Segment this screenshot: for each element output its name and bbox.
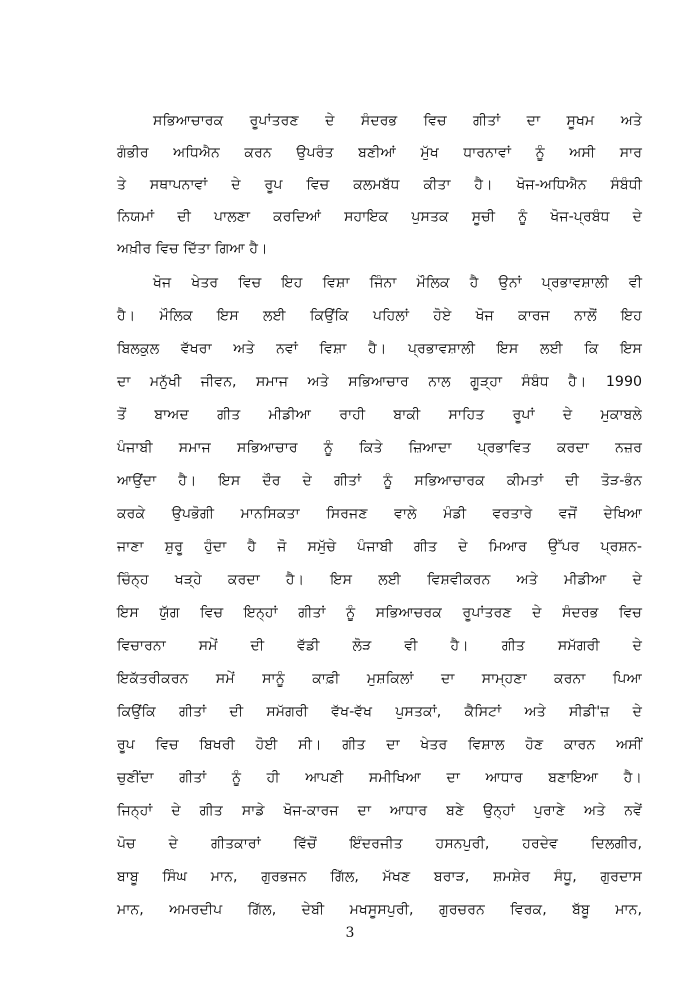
- paragraph-1-line-4: ਨਿਯਮਾਂ ਦੀ ਪਾਲਣਾ ਕਰਦਿਆਂ ਸਹਾਇਕ ਪੁਸਤਕ ਸੂਚੀ ਨੂੰ ਖੋਜ-ਪ੍ਰਬੰਧ ਦੇ: [117, 209, 642, 225]
- paragraph-2-line-13: ਇਕੱਤਰੀਕਰਨ ਸਮੇਂ ਸਾਨੂੰ ਕਾਫ਼ੀ ਮੁਸ਼ਕਿਲਾਂ ਦਾ ਸਾਮ੍ਹਣਾ ਕਰਨਾ ਪਿਆ: [117, 671, 642, 687]
- page-number: 3: [345, 925, 355, 941]
- paragraph-2-line-10: ਚਿੰਨ੍ਹ ਖੜ੍ਹੇ ਕਰਦਾ ਹੈ। ਇਸ ਲਈ ਵਿਸ਼ਵੀਕਰਨ ਅਤੇ ਮੀਡੀਆ ਦੇ: [117, 572, 642, 588]
- paragraph-2-line-11: ਇਸ ਯੁੱਗ ਵਿਚ ਇਨ੍ਹਾਂ ਗੀਤਾਂ ਨੂੰ ਸਭਿਆਚਰਕ ਰੂਪਾਂਤਰਣ ਦੇ ਸੰਦਰਭ ਵਿਚ: [117, 605, 642, 621]
- paragraph-2-line-14: ਕਿਉਂਕਿ ਗੀਤਾਂ ਦੀ ਸਮੱਗਰੀ ਵੱਖ-ਵੱਖ ਪੁਸਤਕਾਂ, ਕੈਸਿਟਾਂ ਅਤੇ ਸੀਡੀ'ਜ਼ ਦੇ: [117, 704, 642, 720]
- paragraph-2-line-8: ਕਰਕੇ ਉਪਭੋਗੀ ਮਾਨਸਿਕਤਾ ਸਿਰਜਣ ਵਾਲੇ ਮੰਡੀ ਵਰਤਾਰੇ ਵਜੋਂ ਦੇਖਿਆ: [117, 506, 642, 522]
- paragraph-1-line-2: ਗੰਭੀਰ ਅਧਿਐਨ ਕਰਨ ਉਪਰੰਤ ਬਣੀਆਂ ਮੁੱਖ ਧਾਰਨਾਵਾਂ ਨੂੰ ਅਸੀ ਸਾਰ: [117, 145, 642, 161]
- paragraph-2-line-19: ਬਾਬੂ ਸਿੰਘ ਮਾਨ, ਗੁਰਭਜਨ ਗਿੱਲ, ਮੱਖਣ ਬਰਾੜ, ਸ਼ਮਸ਼ੇਰ ਸੰਧੂ, ਗੁਰਦਾਸ: [117, 869, 642, 885]
- paragraph-2-line-15: ਰੂਪ ਵਿਚ ਬਿਖਰੀ ਹੋਈ ਸੀ। ਗੀਤ ਦਾ ਖੇਤਰ ਵਿਸ਼ਾਲ ਹੋਣ ਕਾਰਨ ਅਸੀਂ: [117, 737, 642, 753]
- paragraph-1-line-5: ਅਖ਼ੀਰ ਵਿਚ ਦਿੱਤਾ ਗਿਆ ਹੈ।: [117, 241, 268, 257]
- paragraph-2-line-3: ਬਿਲਕੁਲ ਵੱਖਰਾ ਅਤੇ ਨਵਾਂ ਵਿਸ਼ਾ ਹੈ। ਪ੍ਰਭਾਵਸ਼ਾਲੀ ਇਸ ਲਈ ਕਿ ਇਸ: [117, 341, 642, 357]
- paragraph-2-line-4: ਦਾ ਮਨੁੱਖੀ ਜੀਵਨ, ਸਮਾਜ ਅਤੇ ਸਭਿਆਚਾਰ ਨਾਲ ਗੂੜ੍ਹਾ ਸੰਬੰਧ ਹੈ। 1990: [117, 374, 642, 390]
- paragraph-2-line-17: ਜਿਨ੍ਹਾਂ ਦੇ ਗੀਤ ਸਾਡੇ ਖੋਜ-ਕਾਰਜ ਦਾ ਆਧਾਰ ਬਣੇ ਉਨ੍ਹਾਂ ਪੁਰਾਣੇ ਅਤੇ ਨਵੇਂ: [117, 803, 642, 819]
- paragraph-2-line-16: ਚੁਣੀਂਦਾ ਗੀਤਾਂ ਨੂੰ ਹੀ ਆਪਣੀ ਸਮੀਖਿਆ ਦਾ ਆਧਾਰ ਬਣਾਇਆ ਹੈ।: [117, 770, 642, 786]
- paragraph-2-line-9: ਜਾਣਾ ਸ਼ੁਰੂ ਹੁੰਦਾ ਹੈ ਜੋ ਸਮੁੱਚੇ ਪੰਜਾਬੀ ਗੀਤ ਦੇ ਮਿਆਰ ਉੱਪਰ ਪ੍ਰਸ਼ਨ-: [117, 539, 642, 555]
- paragraph-2-line-5: ਤੋਂ ਬਾਅਦ ਗੀਤ ਮੀਡੀਆ ਰਾਹੀ ਬਾਕੀ ਸਾਹਿਤ ਰੂਪਾਂ ਦੇ ਮੁਕਾਬਲੇ: [117, 407, 642, 423]
- paragraph-2-line-2: ਹੈ। ਮੌਲਿਕ ਇਸ ਲਈ ਕਿਉਂਕਿ ਪਹਿਲਾਂ ਹੋਏ ਖੋਜ ਕਾਰਜ ਨਾਲੋਂ ਇਹ: [117, 308, 642, 324]
- paragraph-2-line-7: ਆਉਂਦਾ ਹੈ। ਇਸ ਦੌਰ ਦੇ ਗੀਤਾਂ ਨੂੰ ਸਭਿਆਚਾਰਕ ਕੀਮਤਾਂ ਦੀ ਤੋੜ-ਭੰਨ: [117, 473, 642, 489]
- paragraph-1-line-1: ਸਭਿਆਚਾਰਕ ਰੂਪਾਂਤਰਣ ਦੇ ਸੰਦਰਭ ਵਿਚ ਗੀਤਾਂ ਦਾ ਸੂਖਮ ਅਤੇ: [153, 113, 642, 129]
- paragraph-2-line-18: ਪੋਚ ਦੇ ਗੀਤਕਾਰਾਂ ਵਿੱਚੋਂ ਇੰਦਰਜੀਤ ਹਸਨਪੁਰੀ, ਹਰਦੇਵ ਦਿਲਗੀਰ,: [117, 836, 642, 852]
- paragraph-1-line-3: ਤੇ ਸਥਾਪਨਾਵਾਂ ਦੇ ਰੂਪ ਵਿਚ ਕਲਮਬੱਧ ਕੀਤਾ ਹੈ। ਖੋਜ-ਅਧਿਐਨ ਸੰਬੰਧੀ: [117, 177, 642, 193]
- paragraph-2-line-12: ਵਿਚਾਰਨਾ ਸਮੇਂ ਦੀ ਵੱਡੀ ਲੋੜ ਵੀ ਹੈ। ਗੀਤ ਸਮੱਗਰੀ ਦੇ: [117, 638, 642, 654]
- paragraph-2-line-6: ਪੰਜਾਬੀ ਸਮਾਜ ਸਭਿਆਚਾਰ ਨੂੰ ਕਿਤੇ ਜ਼ਿਆਦਾ ਪ੍ਰਭਾਵਿਤ ਕਰਦਾ ਨਜ਼ਰ: [117, 440, 642, 456]
- paragraph-2-line-1: ਖੋਜ ਖੇਤਰ ਵਿਚ ਇਹ ਵਿਸ਼ਾ ਜਿੰਨਾ ਮੌਲਿਕ ਹੈ ਉਨਾਂ ਪ੍ਰਭਾਵਸ਼ਾਲੀ ਵੀ: [153, 275, 642, 291]
- paragraph-2-line-20: ਮਾਨ, ਅਮਰਦੀਪ ਗਿੱਲ, ਦੇਬੀ ਮਖਸੂਸਪੁਰੀ, ਗੁਰਚਰਨ ਵਿਰਕ, ਬੱਬੂ ਮਾਨ,: [117, 902, 642, 918]
